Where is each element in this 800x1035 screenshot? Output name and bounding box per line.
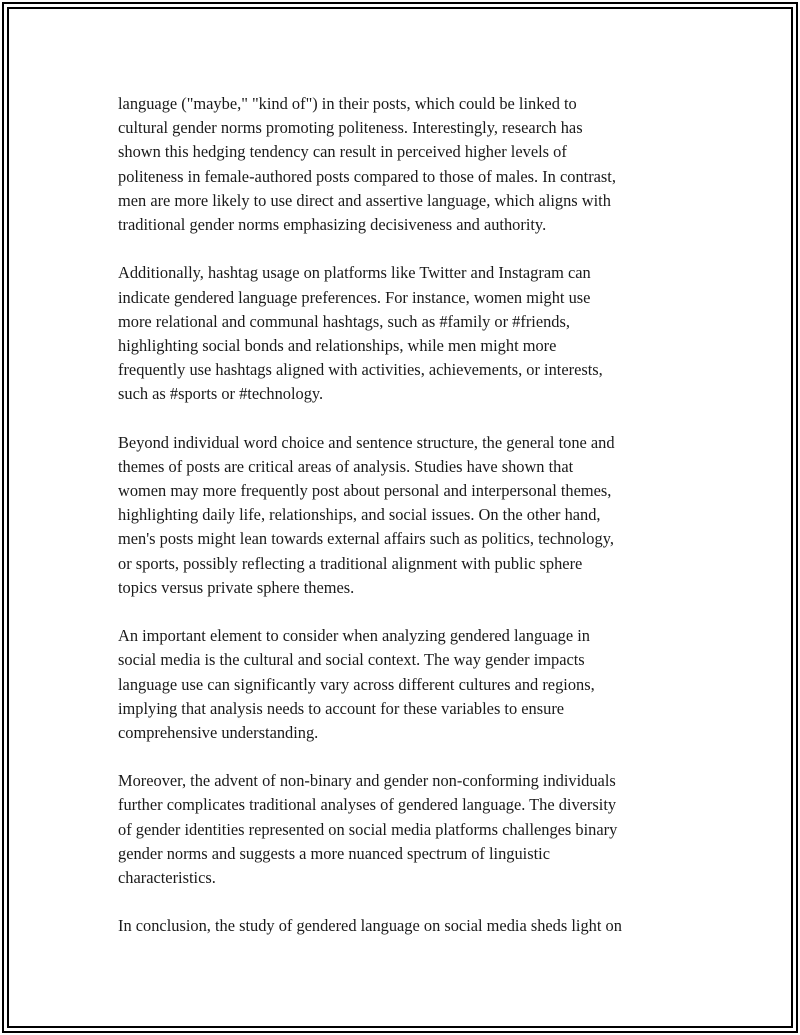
text-line: cultural gender norms promoting politeness. Interestingly, research has <box>118 118 583 138</box>
paragraph <box>118 431 698 600</box>
text-line: or sports, possibly reflecting a traditional alignment with public sphere <box>118 553 583 573</box>
text-line: An important element to consider when analyzing gendered language in <box>118 626 590 646</box>
paragraph <box>118 914 698 938</box>
text-line: traditional gender norms emphasizing decisiveness and authority. <box>118 214 547 234</box>
paragraph <box>118 624 698 745</box>
text-line: Moreover, the advent of non-binary and gender non-conforming individuals <box>118 771 616 791</box>
text-line: In conclusion, the study of gendered language on social media sheds light on <box>118 916 622 936</box>
text-line: indicate gendered language preferences. For instance, women might use <box>118 287 591 307</box>
text-line: comprehensive understanding. <box>118 722 319 742</box>
text-line: social media is the cultural and social context. The way gender impacts <box>118 650 585 670</box>
document-body <box>118 92 698 963</box>
text-line: topics versus private sphere themes. <box>118 577 355 597</box>
text-line: of gender identities represented on social media platforms challenges binary <box>118 819 618 839</box>
text-line: frequently use hashtags aligned with activities, achievements, or interests, <box>118 360 603 380</box>
text-line: themes of posts are critical areas of analysis. Studies have shown that <box>118 456 574 476</box>
text-line: shown this hedging tendency can result in perceived higher levels of <box>118 142 567 162</box>
text-line: highlighting social bonds and relationships, while men might more <box>118 335 557 355</box>
text-line: Beyond individual word choice and sentence structure, the general tone and <box>118 432 615 452</box>
paragraph <box>118 769 698 890</box>
text-line: language ("maybe," "kind of") in their posts, which could be linked to <box>118 94 577 113</box>
text-line: language use can significantly vary across different cultures and regions, <box>118 674 595 694</box>
text-line: implying that analysis needs to account for these variables to ensure <box>118 698 565 718</box>
text-line: men are more likely to use direct and assertive language, which aligns with <box>118 190 611 210</box>
text-line: politeness in female-authored posts compared to those of males. In contrast, <box>118 166 616 186</box>
paragraph <box>118 261 698 406</box>
text-line: more relational and communal hashtags, such as #family or #friends, <box>118 311 570 331</box>
text-line: women may more frequently post about personal and interpersonal themes, <box>118 481 612 500</box>
text-line: such as #sports or #technology. <box>118 384 324 404</box>
text-line: characteristics. <box>118 868 216 887</box>
text-line: Additionally, hashtag usage on platforms like Twitter and Instagram can <box>118 263 591 283</box>
paragraph <box>118 92 698 237</box>
text-line: men's posts might lean towards external affairs such as politics, technology, <box>118 529 614 549</box>
text-line: gender norms and suggests a more nuanced spectrum of linguistic <box>118 843 550 863</box>
text-line: further complicates traditional analyses of gendered language. The diversity <box>118 795 617 815</box>
text-line: highlighting daily life, relationships, and social issues. On the other hand, <box>118 505 601 525</box>
